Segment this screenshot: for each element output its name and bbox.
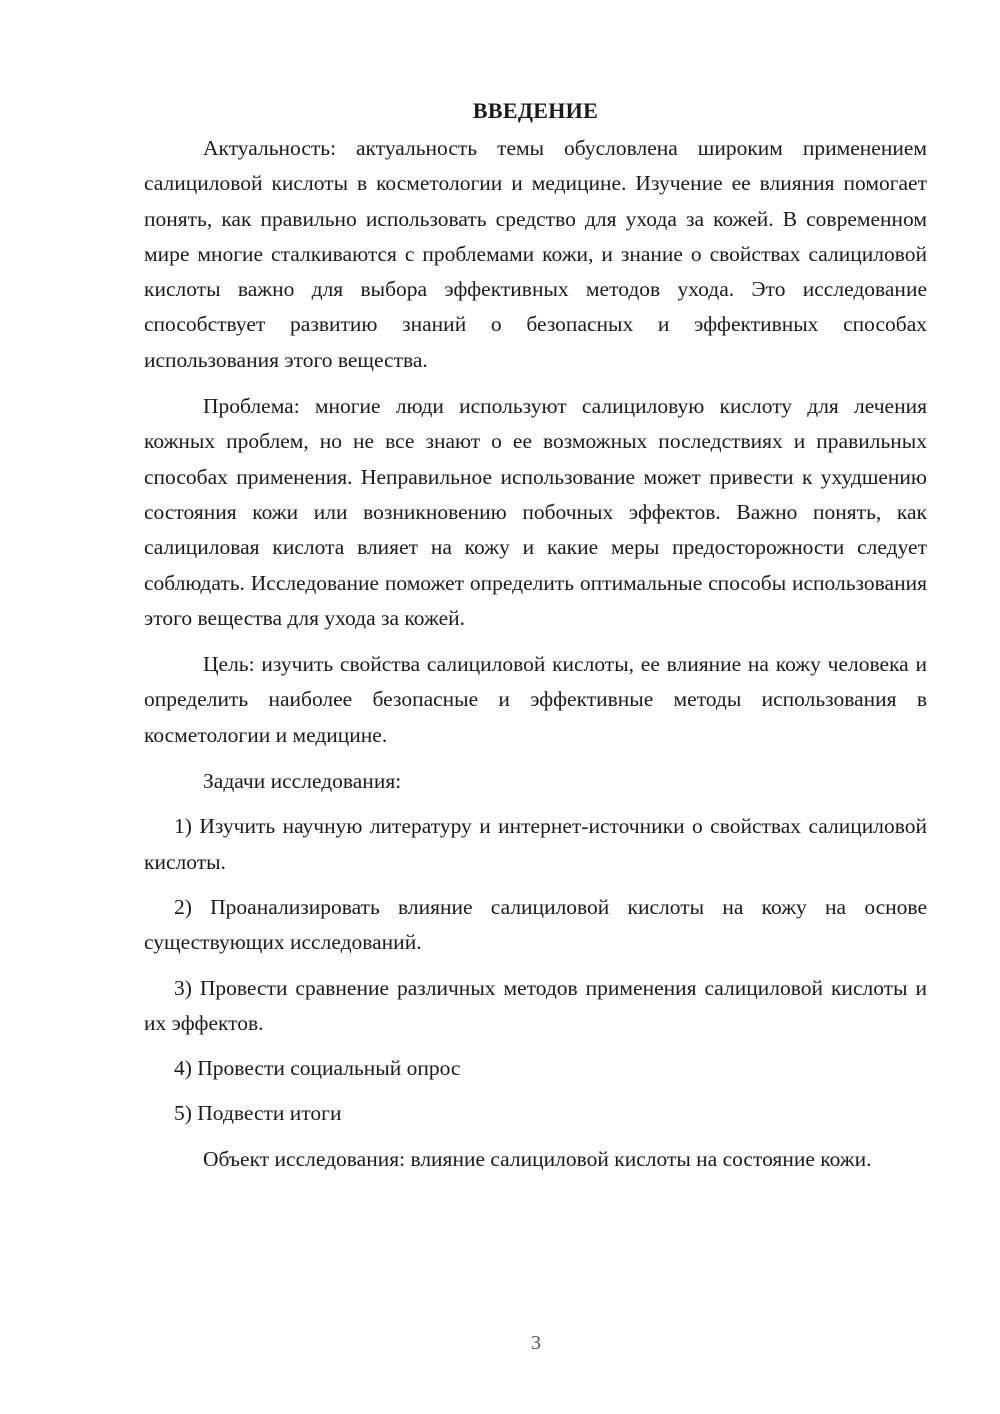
task-item: 4) Провести социальный опрос	[174, 1056, 461, 1081]
relevance-paragraph: Актуальность: актуальность темы обусловлена широким применением салициловой кислоты в косметологии и медицине. Изучение ее влияния помогает понять, как правильно использовать средство для ухода за кожей. В современном мире многие сталкиваются с проблемами кожи, и знание о свойствах салициловой кислоты важно для выбора эффективных методов ухода. Это исследование способствует развитию знаний о безопасных и эффективных способах использования этого вещества.	[144, 136, 927, 372]
object-paragraph: Объект исследования: влияние салициловой кислоты на состояние кожи.	[203, 1146, 872, 1171]
task-item: 2) Проанализировать влияние салициловой кислоты на кожу на основе существующих исследований.	[144, 894, 927, 955]
page-title: ВВЕДЕНИЕ	[472, 98, 599, 123]
page-content	[144, 94, 927, 1188]
task-item: 3) Провести сравнение различных методов применения салициловой кислоты и их эффектов.	[144, 975, 927, 1035]
goal-paragraph: Цель: изучить свойства салициловой кислоты, ее влияние на кожу человека и определить наиболее безопасные и эффективные методы использования в косметологии и медицине.	[144, 652, 927, 747]
task-item: 5) Подвести итоги	[174, 1101, 342, 1126]
problem-paragraph: Проблема: многие люди используют салициловую кислоту для лечения кожных проблем, но не все знают о ее возможных последствиях и правильных способах применения. Неправильное использование может привести к ухудшению состояния кожи или возникновению побочных эффектов. Важно понять, как салициловая кислота влияет на кожу и какие меры предосторожности следует соблюдать. Исследование поможет определить оптимальные способы использования этого вещества для ухода за кожей.	[144, 394, 927, 630]
tasks-heading: Задачи исследования:	[203, 769, 402, 794]
page-number: 3	[531, 1332, 541, 1354]
task-item: 1) Изучить научную литературу и интернет-источники о свойствах салициловой кислоты.	[144, 814, 927, 874]
